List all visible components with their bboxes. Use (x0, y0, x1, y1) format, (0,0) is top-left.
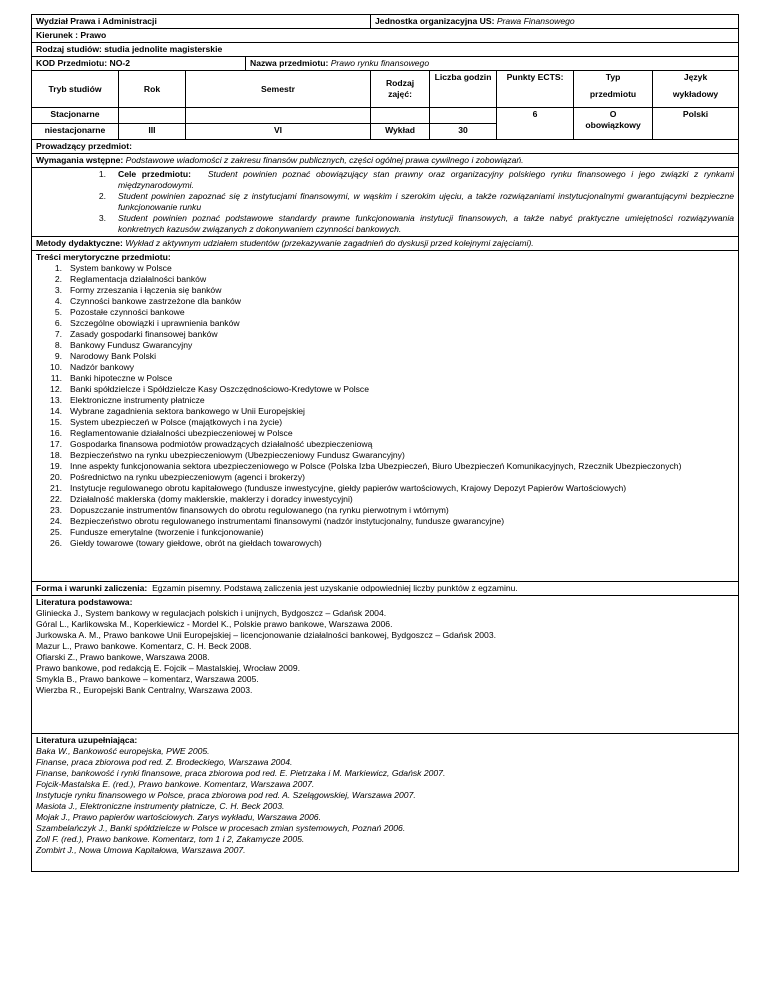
content-item (36, 263, 734, 274)
type-value-1: O (609, 109, 617, 119)
header-rok: Rok (119, 71, 186, 108)
content-item (36, 527, 734, 538)
content-item-text: System bankowy w Polsce (70, 263, 172, 273)
content-item (36, 505, 734, 516)
content-item (36, 516, 734, 527)
faculty-cell: Wydział Prawa i Administracji (32, 15, 371, 29)
header-tryb: Tryb studiów (32, 71, 119, 108)
ects-value: 6 (497, 108, 574, 140)
literature-item: Jurkowska A. M., Prawo bankowe Unii Europejskiej – licencjonowanie działalności bankowej, Bydgoszcz – Gdańsk 2003. (36, 630, 497, 640)
content-item-text: Giełdy towarowe (towary giełdowe, obrót na giełdach towarowych) (70, 538, 322, 548)
content-item-text: Bezpieczeństwo na rynku ubezpieczeniowym (Ubezpieczeniowy Fundusz Gwarancyjny) (70, 450, 405, 460)
content-item (36, 483, 734, 494)
content-item-number: 20. (50, 472, 62, 482)
content-item-number: 17. (50, 439, 62, 449)
header-semestr: Semestr (186, 71, 371, 108)
literature-item: Smykla B., Prawo bankowe – komentarz, Warszawa 2005. (36, 674, 259, 684)
content-item-text: Reglamentacja działalności banków (70, 274, 207, 284)
literature-item: Instytucje rynku finansowego w Polsce, praca zbiorowa pod red. A. Szelągowskiej, Warszawa 2007. (36, 790, 416, 800)
content-item (36, 395, 734, 406)
content-item-text: Gospodarka finansowa podmiotów prowadzących działalność ubezpieczeniową (70, 439, 373, 449)
literature-item: Gliniecka J., System bankowy w regulacjach polskich i unijnych, Bydgoszcz – Gdańsk 2004. (36, 608, 387, 618)
literature-item: Mojak J., Prawo papierów wartościowych. Zarys wykładu, Warszawa 2006. (36, 812, 321, 822)
content-item-number: 14. (50, 406, 62, 416)
exam-cell (32, 582, 739, 596)
content-item (36, 351, 734, 362)
header-liczba: Liczba godzin (430, 71, 497, 108)
content-item-number: 23. (50, 505, 62, 515)
content-item (36, 384, 734, 395)
content-item (36, 307, 734, 318)
content-item-text: Pozostałe czynności bankowe (70, 307, 185, 317)
content-label: Treści merytoryczne przedmiotu: (36, 252, 171, 262)
content-item (36, 406, 734, 417)
content-item-number: 3. (54, 285, 62, 295)
exam-value: Egzamin pisemny. Podstawą zaliczenia jest uzyskanie odpowiedniej liczby punktów z egzaminu. (152, 583, 518, 593)
content-item-text: Fundusze emerytalne (tworzenie i funkcjonowanie) (70, 527, 264, 537)
year-value: III (119, 124, 186, 140)
literature-item: Prawo bankowe, pod redakcją E. Fojcik – Mastalskiej, Wrocław 2009. (36, 663, 300, 673)
literature-item: Finanse, bankowość i rynki finansowe, praca zbiorowa pod red. E. Pietrzaka i M. Markiewicz, Gdańsk 2007. (36, 768, 446, 778)
content-item-text: Działalność maklerska (domy maklerskie, maklerzy i doradcy inwestycyjni) (70, 494, 353, 504)
content-list (36, 263, 734, 549)
content-item-text: Bezpieczeństwo obrotu regulowanego instrumentami finansowymi (nadzór instytucjonalny, fundusze gwarancyjne) (70, 516, 505, 526)
content-item-number: 21. (50, 483, 62, 493)
content-item (36, 472, 734, 483)
content-cell (32, 251, 739, 582)
literature-item: Mazur L., Prawo bankowe. Komentarz, C. H. Beck 2008. (36, 641, 252, 651)
lecturer-cell: Prowadzący przedmiot: (32, 140, 739, 154)
requirements-value: Podstawowe wiadomości z zakresu finansów publicznych, części ogólnej prawa cywilnego i zobowiązań. (125, 155, 524, 165)
literature-item: Finanse, praca zbiorowa pod red. Z. Brodeckiego, Warszawa 2004. (36, 757, 293, 767)
subject-name-value: Prawo rynku finansowego (330, 58, 430, 68)
content-item (36, 340, 734, 351)
content-item-text: Instytucje regulowanego obrotu kapitałowego (fundusze inwestycyjne, giełdy papierów wartościowych, Krajowy Depozyt Papierów Wartościowych) (70, 483, 627, 493)
literature-item: Zoll F. (red.), Prawo bankowe. Komentarz, tom 1 i 2, Zakamycze 2005. (36, 834, 305, 844)
content-item-number: 7. (54, 329, 62, 339)
content-item (36, 461, 734, 472)
content-item-text: Pośrednictwo na rynku ubezpieczeniowym (agenci i brokerzy) (70, 472, 306, 482)
content-item-number: 5. (54, 307, 62, 317)
content-item-number: 22. (50, 494, 62, 504)
header-rodzaj: Rodzaj zajęć: (371, 71, 430, 108)
mode-full-time: Stacjonarne (32, 108, 119, 124)
content-item-text: Dopuszczanie instrumentów finansowych do obrotu regulowanego (na rynku pierwotnym i wtórnym) (70, 505, 449, 515)
goal-item: 1. Cele przedmiotu: Student powinien poznać obowiązujący stan prawny oraz organizacyjny polskiego rynku finansowego i jego związki z rynkami międzynarodowymi. (98, 169, 735, 190)
lit-basic-list (36, 608, 734, 696)
methods-label: Metody dydaktyczne: (36, 238, 123, 248)
content-item-number: 26. (50, 538, 62, 548)
content-item-number: 1. (54, 263, 62, 273)
content-item-number: 13. (50, 395, 62, 405)
literature-item: Masiota J., Elektroniczne instrumenty płatnicze, C. H. Beck 2003. (36, 801, 285, 811)
literature-item: Fojcik-Mastalska E. (red.), Prawo bankowe. Komentarz, Warszawa 2007. (36, 779, 315, 789)
content-item-number: 25. (50, 527, 62, 537)
methods-value: Wykład z aktywnym udziałem studentów (przekazywanie zagadnień do dyskusji przed kolejnymi zajęciami). (125, 238, 534, 248)
lit-basic-label: Literatura podstawowa: (36, 597, 133, 607)
content-item-number: 12. (50, 384, 62, 394)
content-item-text: Banki hipoteczne w Polsce (70, 373, 173, 383)
content-item-text: System ubezpieczeń w Polsce (majątkowych i na życie) (70, 417, 283, 427)
content-item-text: Bankowy Fundusz Gwarancyjny (70, 340, 193, 350)
content-item-text: Reglamentowanie działalności ubezpieczeniowej w Polsce (70, 428, 293, 438)
class-type-value: Wykład (371, 124, 430, 140)
content-item-number: 16. (50, 428, 62, 438)
content-item (36, 538, 734, 549)
content-item-number: 2. (54, 274, 62, 284)
content-item-text: Inne aspekty funkcjonowania sektora ubezpieczeniowego w Polsce (Polska Izba Ubezpieczeń, Biuro Ubezpieczeń Komunikacyjnych, Rzecznik Ubezpieczonych) (70, 461, 682, 471)
content-item (36, 362, 734, 373)
content-item (36, 274, 734, 285)
literature-item: Ofiarski Z., Prawo bankowe, Warszawa 2008. (36, 652, 210, 662)
goals-cell (32, 168, 739, 237)
syllabus-page (31, 14, 738, 872)
content-item (36, 428, 734, 439)
goal-item: 2. Student powinien zapoznać się z instytucjami finansowymi, w wąskim i szerokim ujęciu, a także rozwiązaniami instytucjonalnymi gwarantującymi bezpieczne funkcjonowanie runku (98, 191, 735, 212)
content-item-number: 4. (54, 296, 62, 306)
mode-part-time: niestacjonarne (32, 124, 119, 140)
content-item-text: Wybrane zagadnienia sektora bankowego w Unii Europejskiej (70, 406, 305, 416)
header-ects: Punkty ECTS: (497, 71, 574, 108)
content-item-number: 9. (54, 351, 62, 361)
literature-item: Szambelańczyk J., Banki spółdzielcze w Polsce w procesach zmian systemowych, Poznań 2006. (36, 823, 406, 833)
content-item-number: 18. (50, 450, 62, 460)
content-item-text: Zasady gospodarki finansowej banków (70, 329, 218, 339)
language-value: Polski (653, 108, 739, 140)
content-item-text: Nadzór bankowy (70, 362, 135, 372)
content-item-number: 8. (54, 340, 62, 350)
header-typ (574, 71, 653, 108)
subject-name-label: Nazwa przedmiotu: (250, 58, 329, 68)
content-item (36, 329, 734, 340)
header-jezyk-2: wykładowy (672, 89, 719, 99)
header-jezyk (653, 71, 739, 108)
literature-item: Góral L., Karlikowska M., Koperkiewicz - Mordel K., Polskie prawo bankowe, Warszawa 2006. (36, 619, 393, 629)
requirements-cell (32, 154, 739, 168)
header-jezyk-1: Język (683, 72, 708, 82)
content-item-number: 24. (50, 516, 62, 526)
unit-value: Prawa Finansowego (496, 16, 575, 26)
lit-basic-cell (32, 596, 739, 734)
header-typ-1: Typ (605, 72, 621, 82)
type-value-2: obowiązkowy (585, 120, 641, 130)
lit-extra-cell (32, 734, 739, 872)
direction-cell: Kierunek : Prawo (32, 29, 739, 43)
content-item (36, 296, 734, 307)
lit-extra-list (36, 746, 734, 856)
lit-extra-label: Literatura uzupełniająca: (36, 735, 138, 745)
code-cell: KOD Przedmiotu: NO-2 (32, 57, 246, 71)
syllabus-table (31, 14, 739, 872)
content-item (36, 450, 734, 461)
goal-item: 3. Student powinien poznać podstawowe standardy prawne funkcjonowania instytucji finansowych, a także nabyć praktyczne umiejętności rozwiązywania konkretnych kazusów związanych z dokonywaniem czynności bankowych. (98, 213, 735, 234)
requirements-label: Wymagania wstępne: (36, 155, 124, 165)
content-item (36, 417, 734, 428)
content-item-number: 6. (54, 318, 62, 328)
content-item-number: 15. (50, 417, 62, 427)
study-type-cell: Rodzaj studiów: studia jednolite magisterskie (32, 43, 739, 57)
content-item-text: Banki spółdzielcze i Spółdzielcze Kasy Oszczędnościowo-Kredytowe w Polsce (70, 384, 370, 394)
content-item-text: Narodowy Bank Polski (70, 351, 156, 361)
literature-item: Wierzba R., Europejski Bank Centralny, Warszawa 2003. (36, 685, 253, 695)
unit-label: Jednostka organizacyjna US: (375, 16, 495, 26)
literature-item: Zombirt J., Nowa Umowa Kapitałowa, Warszawa 2007. (36, 845, 246, 855)
content-item (36, 318, 734, 329)
content-item (36, 285, 734, 296)
content-item (36, 373, 734, 384)
content-item (36, 494, 734, 505)
literature-item: Baka W., Bankowość europejska, PWE 2005. (36, 746, 210, 756)
goals-label: Cele przedmiotu: (118, 169, 191, 179)
subject-name-cell (246, 57, 739, 71)
hours-value: 30 (430, 124, 497, 140)
unit-cell (371, 15, 739, 29)
semester-value: VI (186, 124, 371, 140)
header-typ-2: przedmiotu (589, 89, 637, 99)
content-item-text: Formy zrzeszania i łączenia się banków (70, 285, 222, 295)
exam-label: Forma i warunki zaliczenia: (36, 583, 148, 593)
content-item-text: Elektroniczne instrumenty płatnicze (70, 395, 205, 405)
methods-cell (32, 237, 739, 251)
content-item-number: 10. (50, 362, 62, 372)
content-item-text: Szczególne obowiązki i uprawnienia banków (70, 318, 240, 328)
content-item-number: 19. (50, 461, 62, 471)
content-item-number: 11. (50, 373, 62, 383)
type-value (574, 108, 653, 140)
content-item (36, 439, 734, 450)
content-item-text: Czynności bankowe zastrzeżone dla banków (70, 296, 242, 306)
